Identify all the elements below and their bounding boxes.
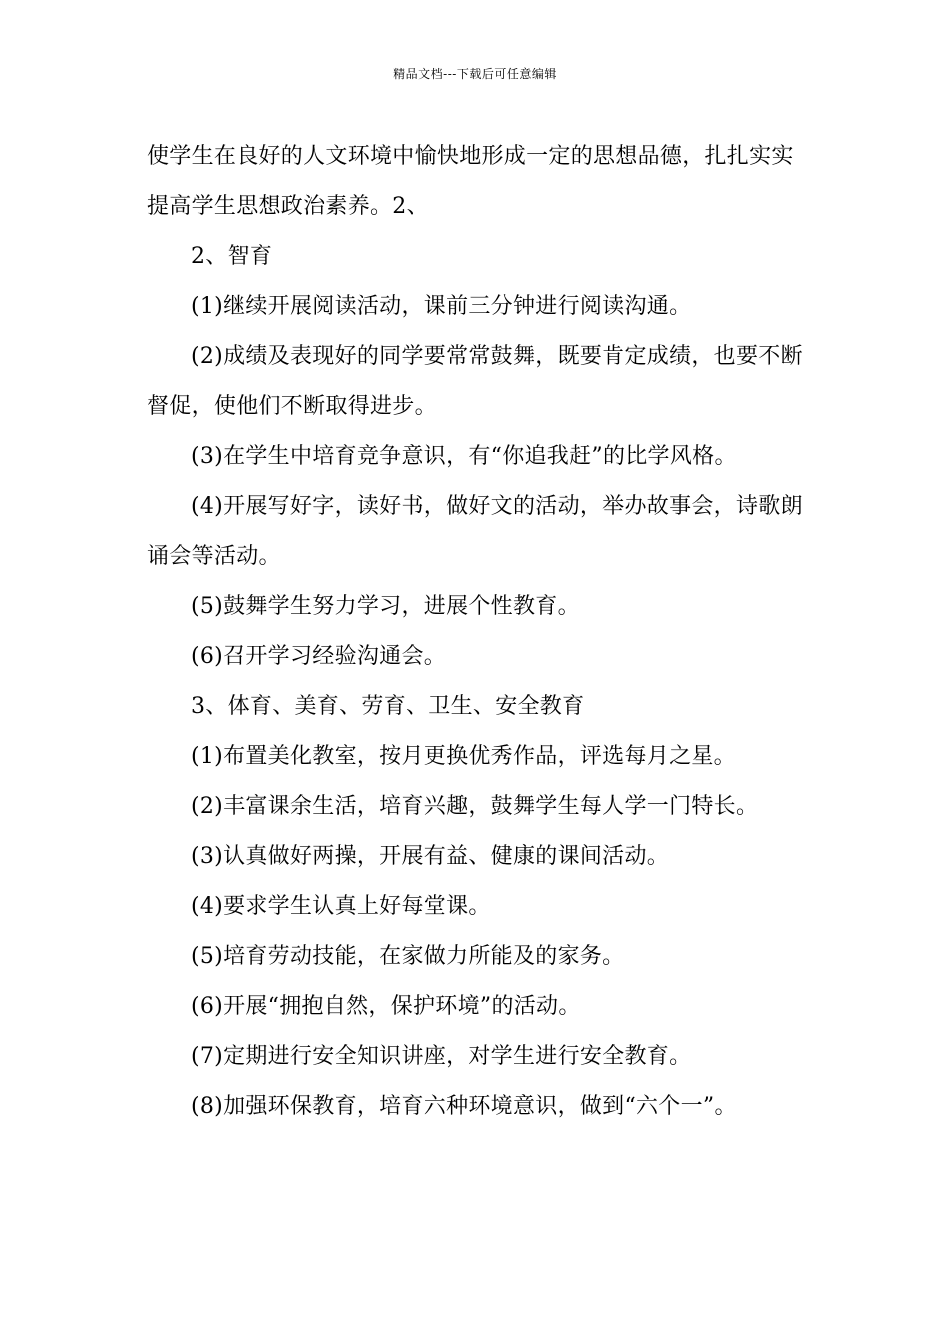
list-item: (4)要求学生认真上好每堂课。 — [191, 894, 491, 919]
section-heading: 2、智育 — [191, 244, 273, 269]
list-item: (8)加强环保教育，培育六种环境意识，做到“六个一”。 — [191, 1094, 737, 1119]
document-body — [147, 132, 817, 1132]
list-item-continuation: 诵会等活动。 — [147, 544, 281, 569]
list-item: (3)认真做好两操，开展有益、健康的课间活动。 — [191, 844, 670, 869]
list-item-continuation: 督促，使他们不断取得进步。 — [147, 394, 437, 419]
list-item: (6)开展“拥抱自然，保护环境”的活动。 — [191, 994, 581, 1019]
list-item: (5)鼓舞学生努力学习，进展个性教育。 — [191, 594, 580, 619]
list-item: (3)在学生中培育竞争意识，有“你追我赶”的比学风格。 — [191, 444, 737, 469]
paragraph-line: 提高学生思想政治素养。2、 — [147, 194, 429, 219]
list-item: (2)成绩及表现好的同学要常常鼓舞，既要肯定成绩，也要不断 — [191, 344, 803, 369]
list-item: (5)培育劳动技能，在家做力所能及的家务。 — [191, 944, 625, 969]
list-item: (4)开展写好字，读好书，做好文的活动，举办故事会，诗歌朗 — [191, 494, 803, 519]
list-item: (1)继续开展阅读活动，课前三分钟进行阅读沟通。 — [191, 294, 692, 319]
section-heading: 3、体育、美育、劳育、卫生、安全教育 — [191, 694, 585, 719]
page-header: 精品文档---下载后可任意编辑 — [393, 67, 557, 81]
list-item: (6)召开学习经验沟通会。 — [191, 644, 447, 669]
list-item: (7)定期进行安全知识讲座，对学生进行安全教育。 — [191, 1044, 692, 1069]
list-item: (2)丰富课余生活，培育兴趣，鼓舞学生每人学一门特长。 — [191, 794, 759, 819]
paragraph-line: 使学生在良好的人文环境中愉快地形成一定的思想品德，扎扎实实 — [147, 144, 794, 169]
list-item: (1)布置美化教室，按月更换优秀作品，评选每月之星。 — [191, 744, 736, 769]
